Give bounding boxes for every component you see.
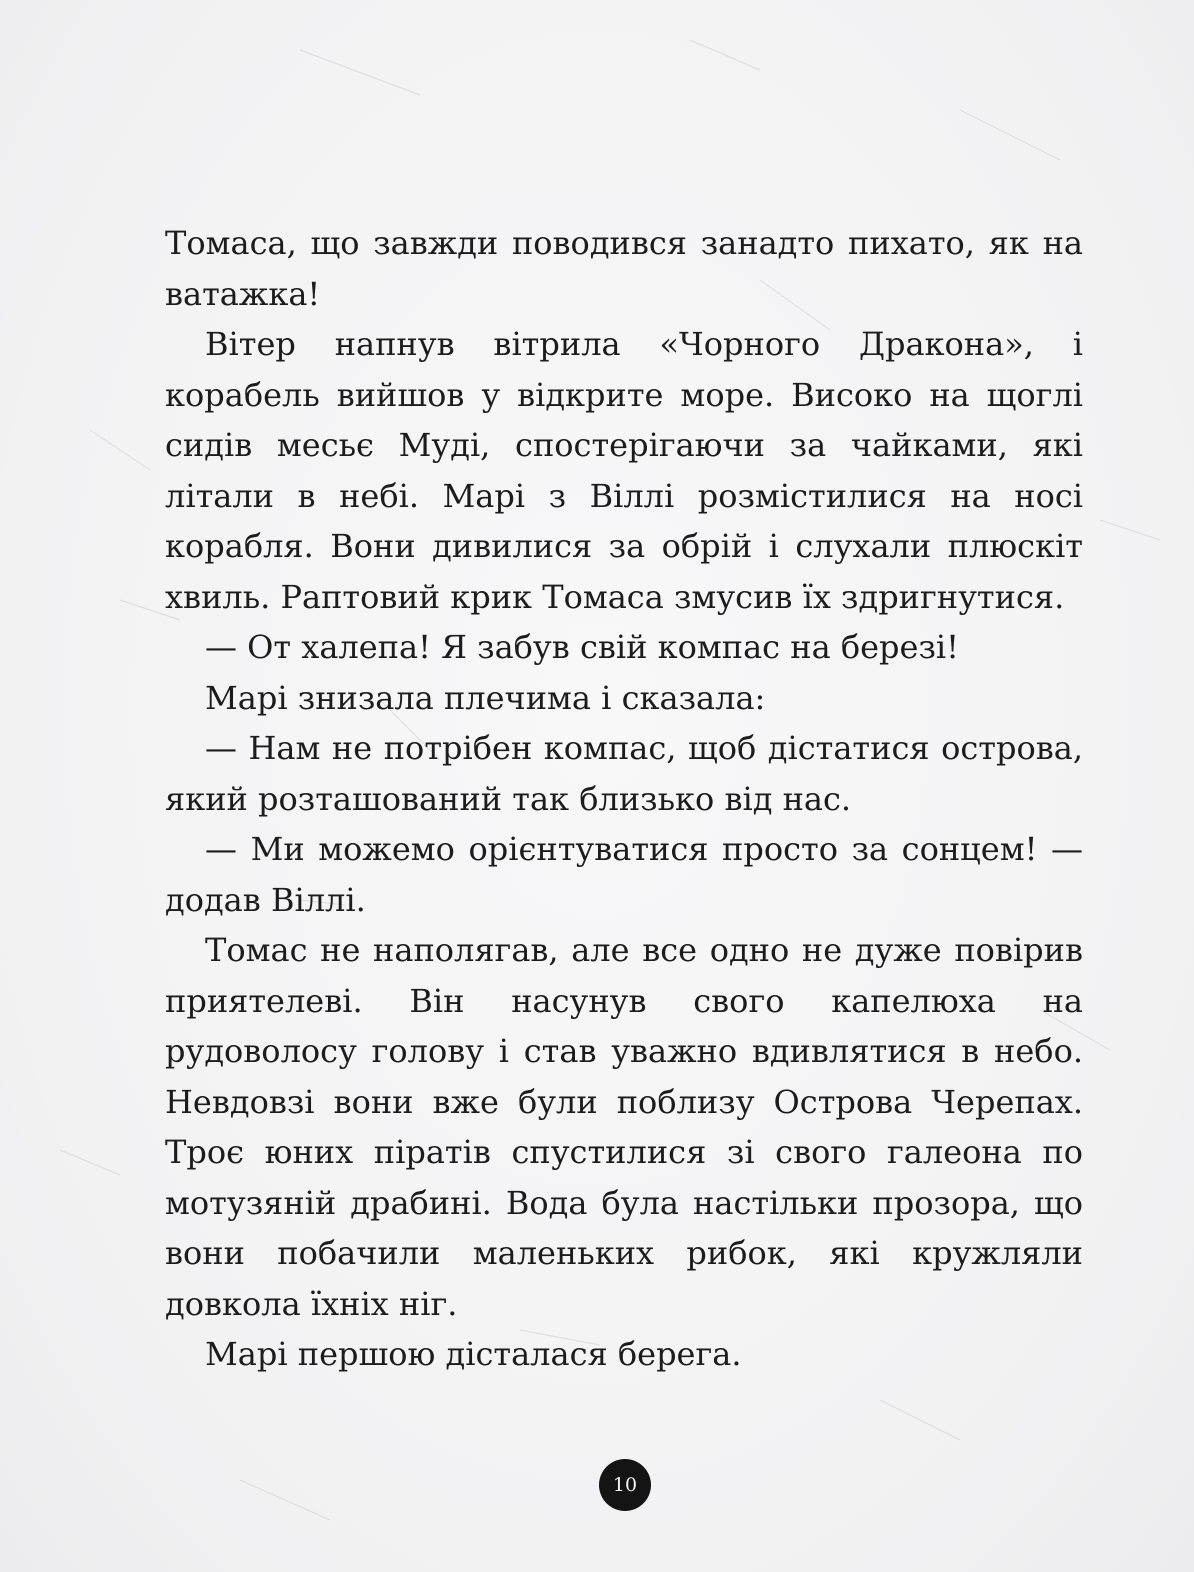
paragraph: Марі першою дісталася берега. <box>205 1335 742 1373</box>
paragraph: — Ми можемо орієнтуватися просто за сонцем! — додав Віллі. <box>165 830 1083 919</box>
paragraph: Марі знизала плечима і сказала: <box>205 678 766 717</box>
paragraph: Вітер напнув вітрила «Чорного Дракона», і корабель вийшов у відкрите море. Високо на щоглі сидів месьє Муді, спостерігаючи за чайками, які літали в небі. Марі з Віллі розмістилися на носі корабля. Вони дивилися за обрій і слухали плюскіт хвиль. Раптовий крик Томаса змусив їх здригнутися. <box>165 325 1083 616</box>
paragraph: — От халепа! Я забув свій компас на березі! <box>205 628 960 666</box>
paragraph: Томас не наполягав, але все одно не дуже повірив приятелеві. Він насунув свого капелюха на рудоволосу голову і став уважно вдивлятися в небо. Невдовзі вони вже були поблизу Острова Черепах. Троє юних піратів спустилися зі свого галеона по мотузяній драбині. Вода була настільки прозора, що вони побачили маленьких рибок, які кружляли довкола їхніх ніг. <box>165 931 1083 1323</box>
paragraph: Томаса, що завжди поводився занадто пихато, як на ватажка! <box>165 224 1083 313</box>
paragraph: — Нам не потрібен компас, щоб дістатися острова, який розташований так близько від нас. <box>165 729 1083 818</box>
page-number-badge: 10 <box>599 1459 651 1511</box>
page-text <box>165 218 1083 1380</box>
